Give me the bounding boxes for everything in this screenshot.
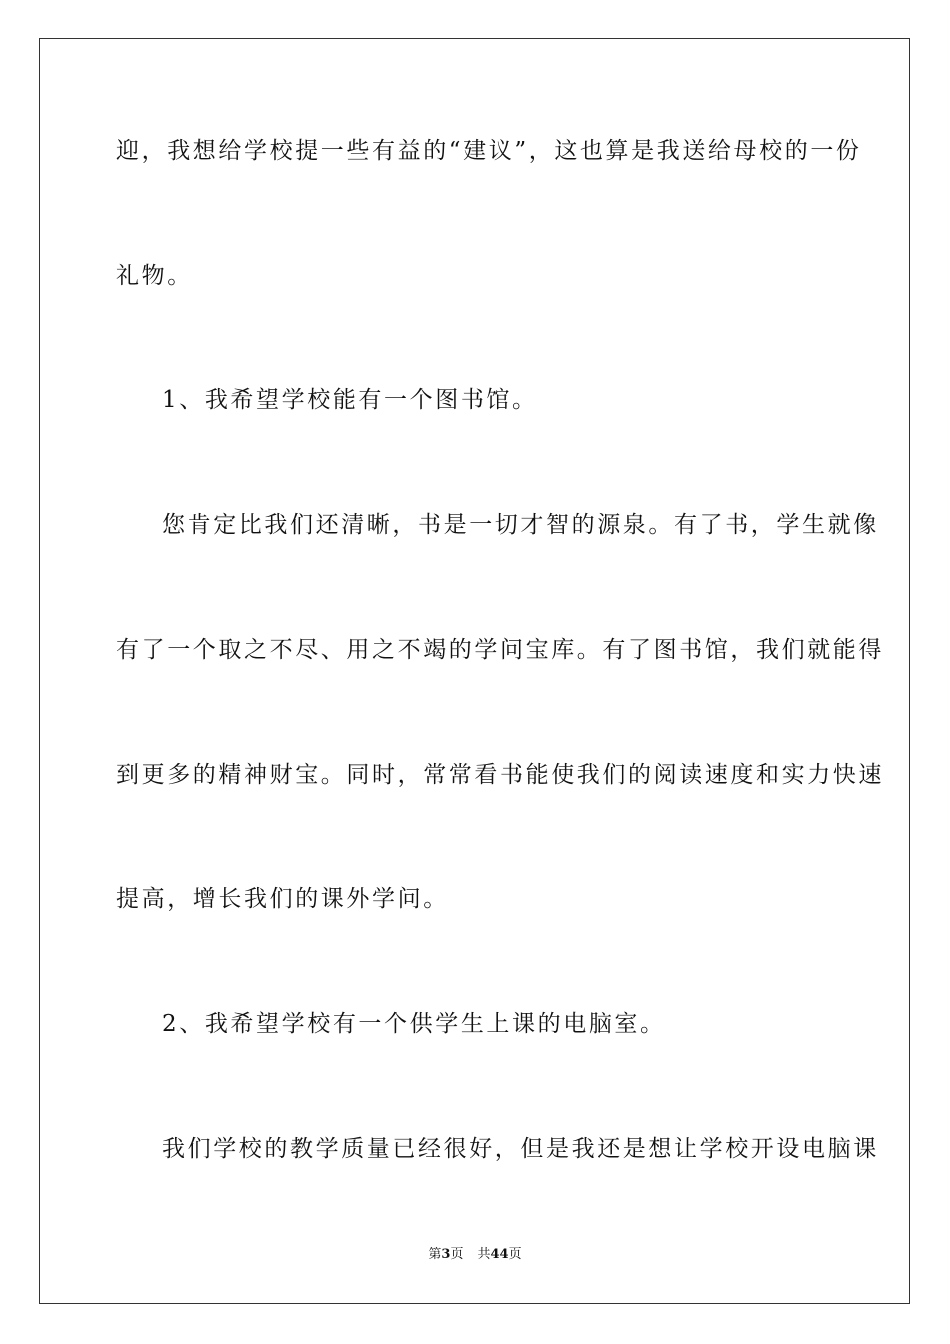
footer-total-prefix: 共 <box>477 1247 491 1262</box>
list-item-1-heading: 1、我希望学校能有一个图书馆。 <box>162 387 538 413</box>
list-item-2-heading: 2、我希望学校有一个供学生上课的电脑室。 <box>162 1011 666 1037</box>
paragraph-line-1: 迎，我想给学校提一些有益的“建议”，这也算是我送给母校的一份 <box>116 138 862 164</box>
footer-page-suffix: 页 <box>450 1247 464 1262</box>
paragraph-line-5: 到更多的精神财宝。同时，常常看书能使我们的阅读速度和实力快速 <box>116 762 884 788</box>
paragraph-line-3: 您肯定比我们还清晰，书是一切才智的源泉。有了书，学生就像 <box>162 512 879 538</box>
paragraph-line-7: 我们学校的教学质量已经很好，但是我还是想让学校开设电脑课 <box>162 1136 879 1162</box>
footer-total-number: 44 <box>490 1247 509 1262</box>
footer-total-suffix: 页 <box>508 1247 522 1262</box>
paragraph-line-6: 提高，增长我们的课外学问。 <box>116 886 449 912</box>
paragraph-line-4: 有了一个取之不尽、用之不竭的学问宝库。有了图书馆，我们就能得 <box>116 637 884 663</box>
footer-page-prefix: 第 <box>428 1247 442 1262</box>
page-frame <box>39 38 910 1304</box>
footer-page-number: 3 <box>441 1247 451 1262</box>
paragraph-line-2: 礼物。 <box>116 263 193 289</box>
page-footer <box>0 1246 950 1264</box>
